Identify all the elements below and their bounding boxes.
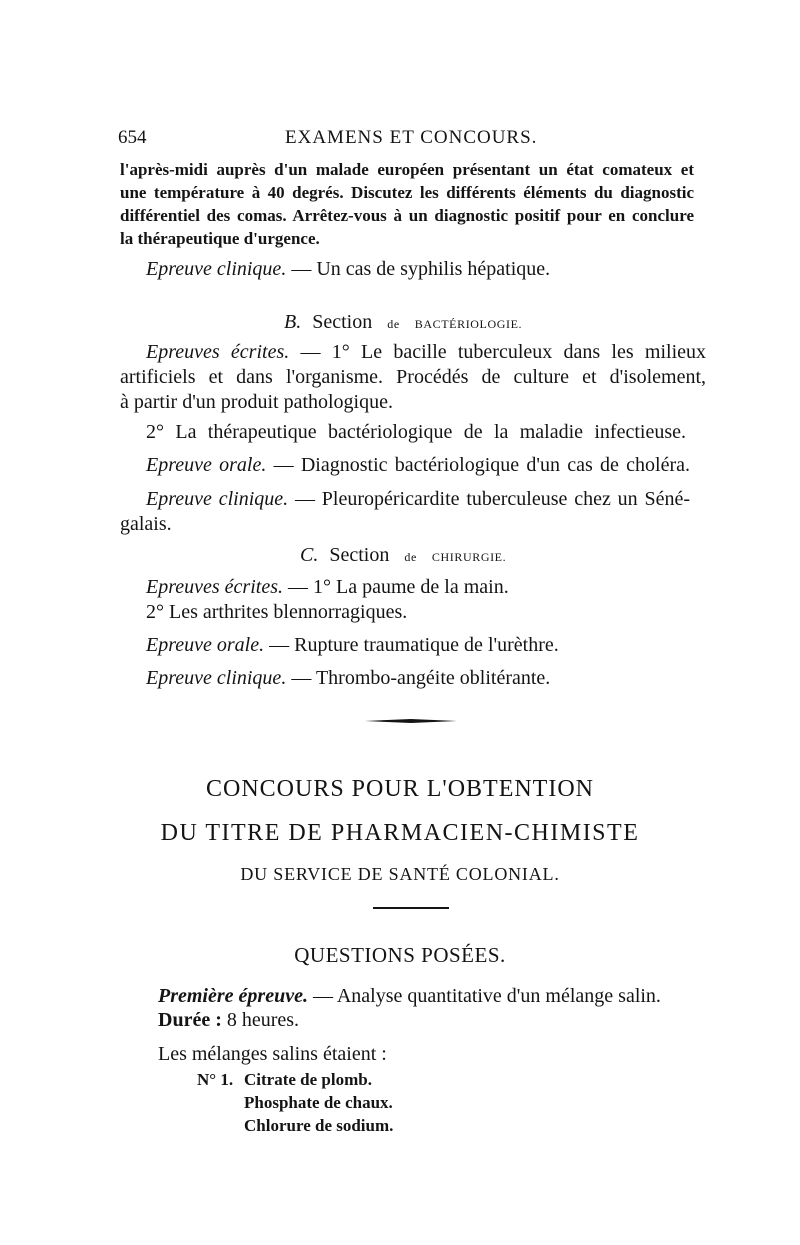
para-line: 2° La thérapeutique bactériologique de la maladie infectieuse.: [146, 421, 686, 443]
exam-label: Première épreuve.: [158, 985, 308, 1007]
exam-label: Epreuve orale.: [146, 454, 267, 476]
mixture-number: N° 1.: [197, 1070, 234, 1089]
exam-entry: [146, 340, 706, 364]
para-line: différentiel des comas. Arrêtez-vous à un diagnostic positif pour en conclure: [120, 206, 694, 225]
exam-text: Analyse quantitative d'un mélange salin.: [336, 985, 661, 1007]
section-word: Section: [329, 544, 390, 566]
questions-heading: QUESTIONS POSÉES.: [294, 943, 506, 967]
para-line: l'après-midi auprès d'un malade européen présentant un état comateux et: [120, 160, 694, 179]
section-letter: C.: [300, 544, 319, 566]
dash: —: [286, 667, 316, 689]
duration-label: Durée :: [158, 1009, 222, 1031]
concours-title-1: CONCOURS POUR L'OBTENTION: [205, 776, 594, 802]
exam-label: Epreuve orale.: [146, 634, 265, 656]
dash: —: [288, 488, 322, 510]
exam-entry: [158, 984, 661, 1008]
section-name: CHIRURGIE.: [431, 550, 507, 564]
section-de: de: [387, 317, 400, 331]
section-letter: B.: [284, 311, 302, 333]
section-heading-c: [300, 543, 506, 569]
exam-entry: [146, 575, 509, 599]
divider-line: [373, 907, 449, 909]
dash: —: [289, 341, 332, 363]
exam-entry: [146, 453, 690, 477]
exam-entry: [146, 487, 690, 511]
ornament-divider: [365, 719, 457, 723]
dash: —: [307, 985, 337, 1007]
section-name: BACTÉRIOLOGIE.: [414, 317, 523, 331]
running-title: EXAMENS ET CONCOURS.: [285, 127, 538, 148]
exam-text: 1° La paume de la main.: [312, 576, 509, 598]
exam-text: 1° Le bacille tuberculeux dans les milieux: [331, 341, 707, 363]
mixtures-intro: Les mélanges salins étaient :: [158, 1043, 387, 1065]
exam-label: Epreuve clinique.: [146, 488, 289, 510]
section-heading-b: [284, 310, 522, 336]
para-line: à partir d'un produit pathologique.: [120, 391, 393, 413]
exam-entry: [146, 666, 550, 690]
section-word: Section: [312, 311, 373, 333]
exam-label: Epreuve clinique.: [146, 667, 287, 689]
section-de: de: [404, 550, 417, 564]
exam-text: Diagnostic bactériologique d'un cas de choléra.: [300, 454, 690, 476]
page-number: 654: [118, 127, 147, 148]
exam-text: Un cas de syphilis hépatique.: [316, 258, 551, 280]
mixture-item: Chlorure de sodium.: [244, 1116, 394, 1135]
exam-entry: [146, 257, 550, 281]
duration-value: 8 heures.: [226, 1009, 300, 1031]
para-line: galais.: [120, 513, 172, 535]
exam-text: Thrombo-angéite oblitérante.: [315, 667, 551, 689]
mixture-item: Phosphate de chaux.: [244, 1093, 393, 1112]
para-line: 2° Les arthrites blennorragiques.: [146, 601, 408, 623]
duration-line: [158, 1008, 299, 1032]
dash: —: [266, 454, 301, 476]
para-line: une température à 40 degrés. Discutez les différents éléments du diagnostic: [120, 183, 694, 202]
concours-title-2: DU TITRE DE PHARMACIEN-CHIMISTE: [160, 820, 640, 846]
exam-entry: [146, 633, 559, 657]
exam-label: Epreuves écrites.: [146, 341, 290, 363]
exam-label: Epreuve clinique.: [146, 258, 287, 280]
dash: —: [264, 634, 295, 656]
para-line: la thérapeutique d'urgence.: [120, 229, 320, 248]
mixture-item: Citrate de plomb.: [244, 1070, 372, 1089]
concours-title-3: DU SERVICE DE SANTÉ COLONIAL.: [240, 864, 560, 884]
exam-label: Epreuves écrites.: [146, 576, 283, 598]
exam-text: Pleuropéricardite tuberculeuse chez un Séné-: [321, 488, 691, 510]
para-line: artificiels et dans l'organisme. Procédés de culture et d'isolement,: [120, 366, 706, 388]
dash: —: [282, 576, 313, 598]
exam-text: Rupture traumatique de l'urèthre.: [294, 634, 559, 656]
dash: —: [286, 258, 317, 280]
